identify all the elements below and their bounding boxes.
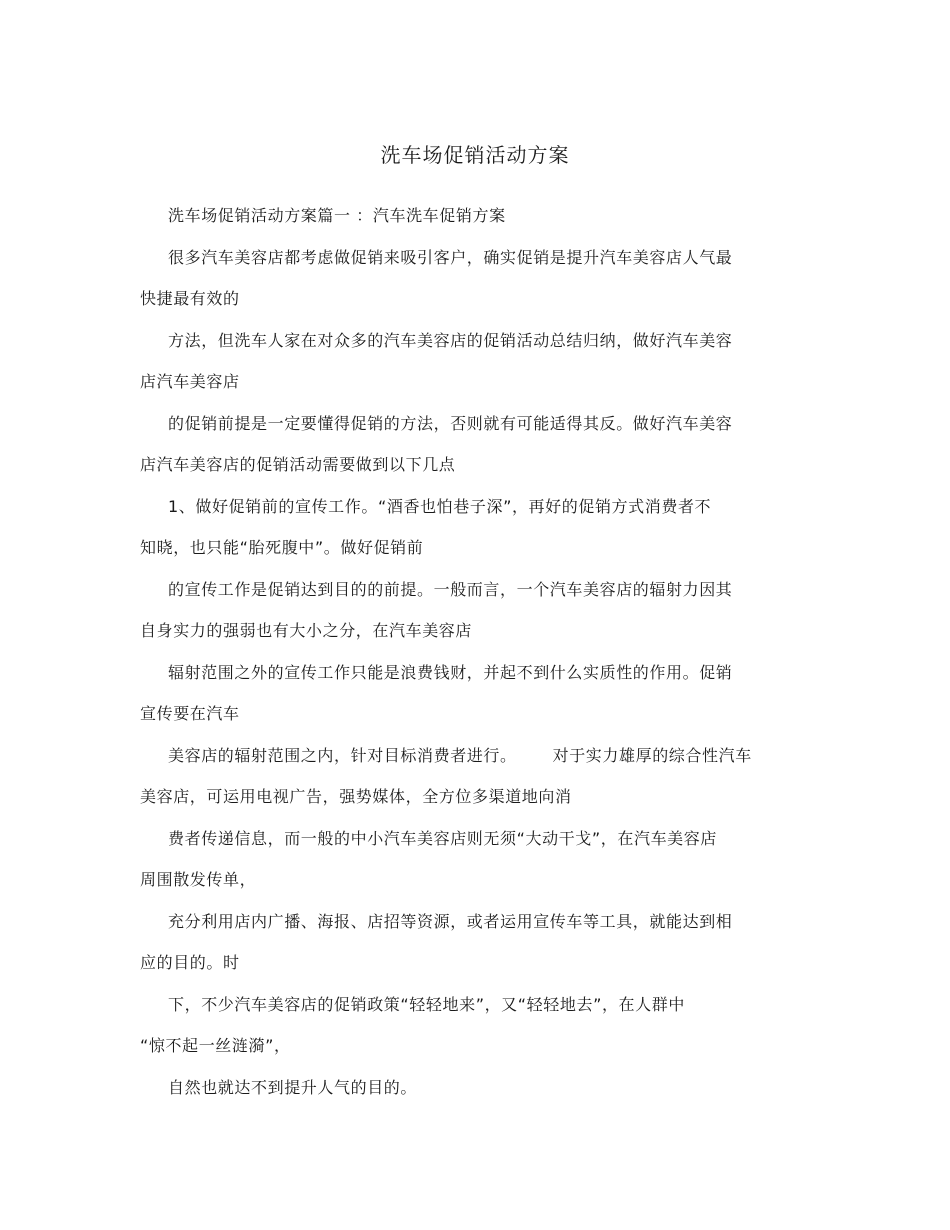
paragraph-line: 店汽车美容店的促销活动需要做到以下几点	[140, 455, 456, 474]
paragraph-line: 方法，但洗车人家在对众多的汽车美容店的促销活动总结归纳，做好汽车美容	[168, 331, 733, 350]
paragraph-line: 充分利用店内广播、海报、店招等资源，或者运用宣传车等工具，就能达到相	[168, 912, 733, 931]
paragraph-line: 费者传递信息，而一般的中小汽车美容店则无须“大动干戈”，在汽车美容店	[168, 829, 717, 848]
paragraph-line	[168, 744, 752, 768]
document-title: 洗车场促销活动方案	[380, 143, 570, 167]
paragraph-line: 店汽车美容店	[140, 372, 240, 391]
paragraph-line: 美容店，可运用电视广告，强势媒体，全方位多渠道地向消	[140, 787, 572, 806]
paragraph-segment: 对于实力雄厚的综合性汽车	[552, 746, 752, 765]
paragraph-line: 很多汽车美容店都考虑做促销来吸引客户，确实促销是提升汽车美容店人气最	[168, 248, 733, 267]
section-heading: 洗车场促销活动方案篇一 ：汽车洗车促销方案	[168, 206, 506, 225]
paragraph-line: 的宣传工作是促销达到目的的前提。一般而言，一个汽车美容店的辐射力因其	[168, 580, 733, 599]
paragraph-line: 周围散发传单，	[140, 870, 257, 889]
paragraph-line: 知晓，也只能“胎死腹中”。做好促销前	[140, 538, 424, 557]
paragraph-line: 应的目的。时	[140, 953, 240, 972]
paragraph-line: 自身实力的强弱也有大小之分，在汽车美容店	[140, 621, 473, 640]
paragraph-line: 的促销前提是一定要懂得促销的方法，否则就有可能适得其反。做好汽车美容	[168, 414, 733, 433]
paragraph-line: 1、做好促销前的宣传工作。“酒香也怕巷子深”，再好的促销方式消费者不	[168, 497, 712, 516]
paragraph-line: 下，不少汽车美容店的促销政策“轻轻地来”，又“轻轻地去”，在人群中	[168, 995, 685, 1014]
paragraph-line: 辐射范围之外的宣传工作只能是浪费钱财，并起不到什么实质性的作用。促销	[168, 663, 733, 682]
paragraph-line: 快捷最有效的	[140, 289, 240, 308]
paragraph-line: “惊不起一丝涟漪”，	[140, 1036, 291, 1055]
paragraph-segment: 美容店的辐射范围之内，针对目标消费者进行。	[168, 746, 517, 765]
paragraph-line: 自然也就达不到提升人气的目的。	[168, 1078, 418, 1097]
paragraph-line: 宣传要在汽车	[140, 704, 240, 723]
